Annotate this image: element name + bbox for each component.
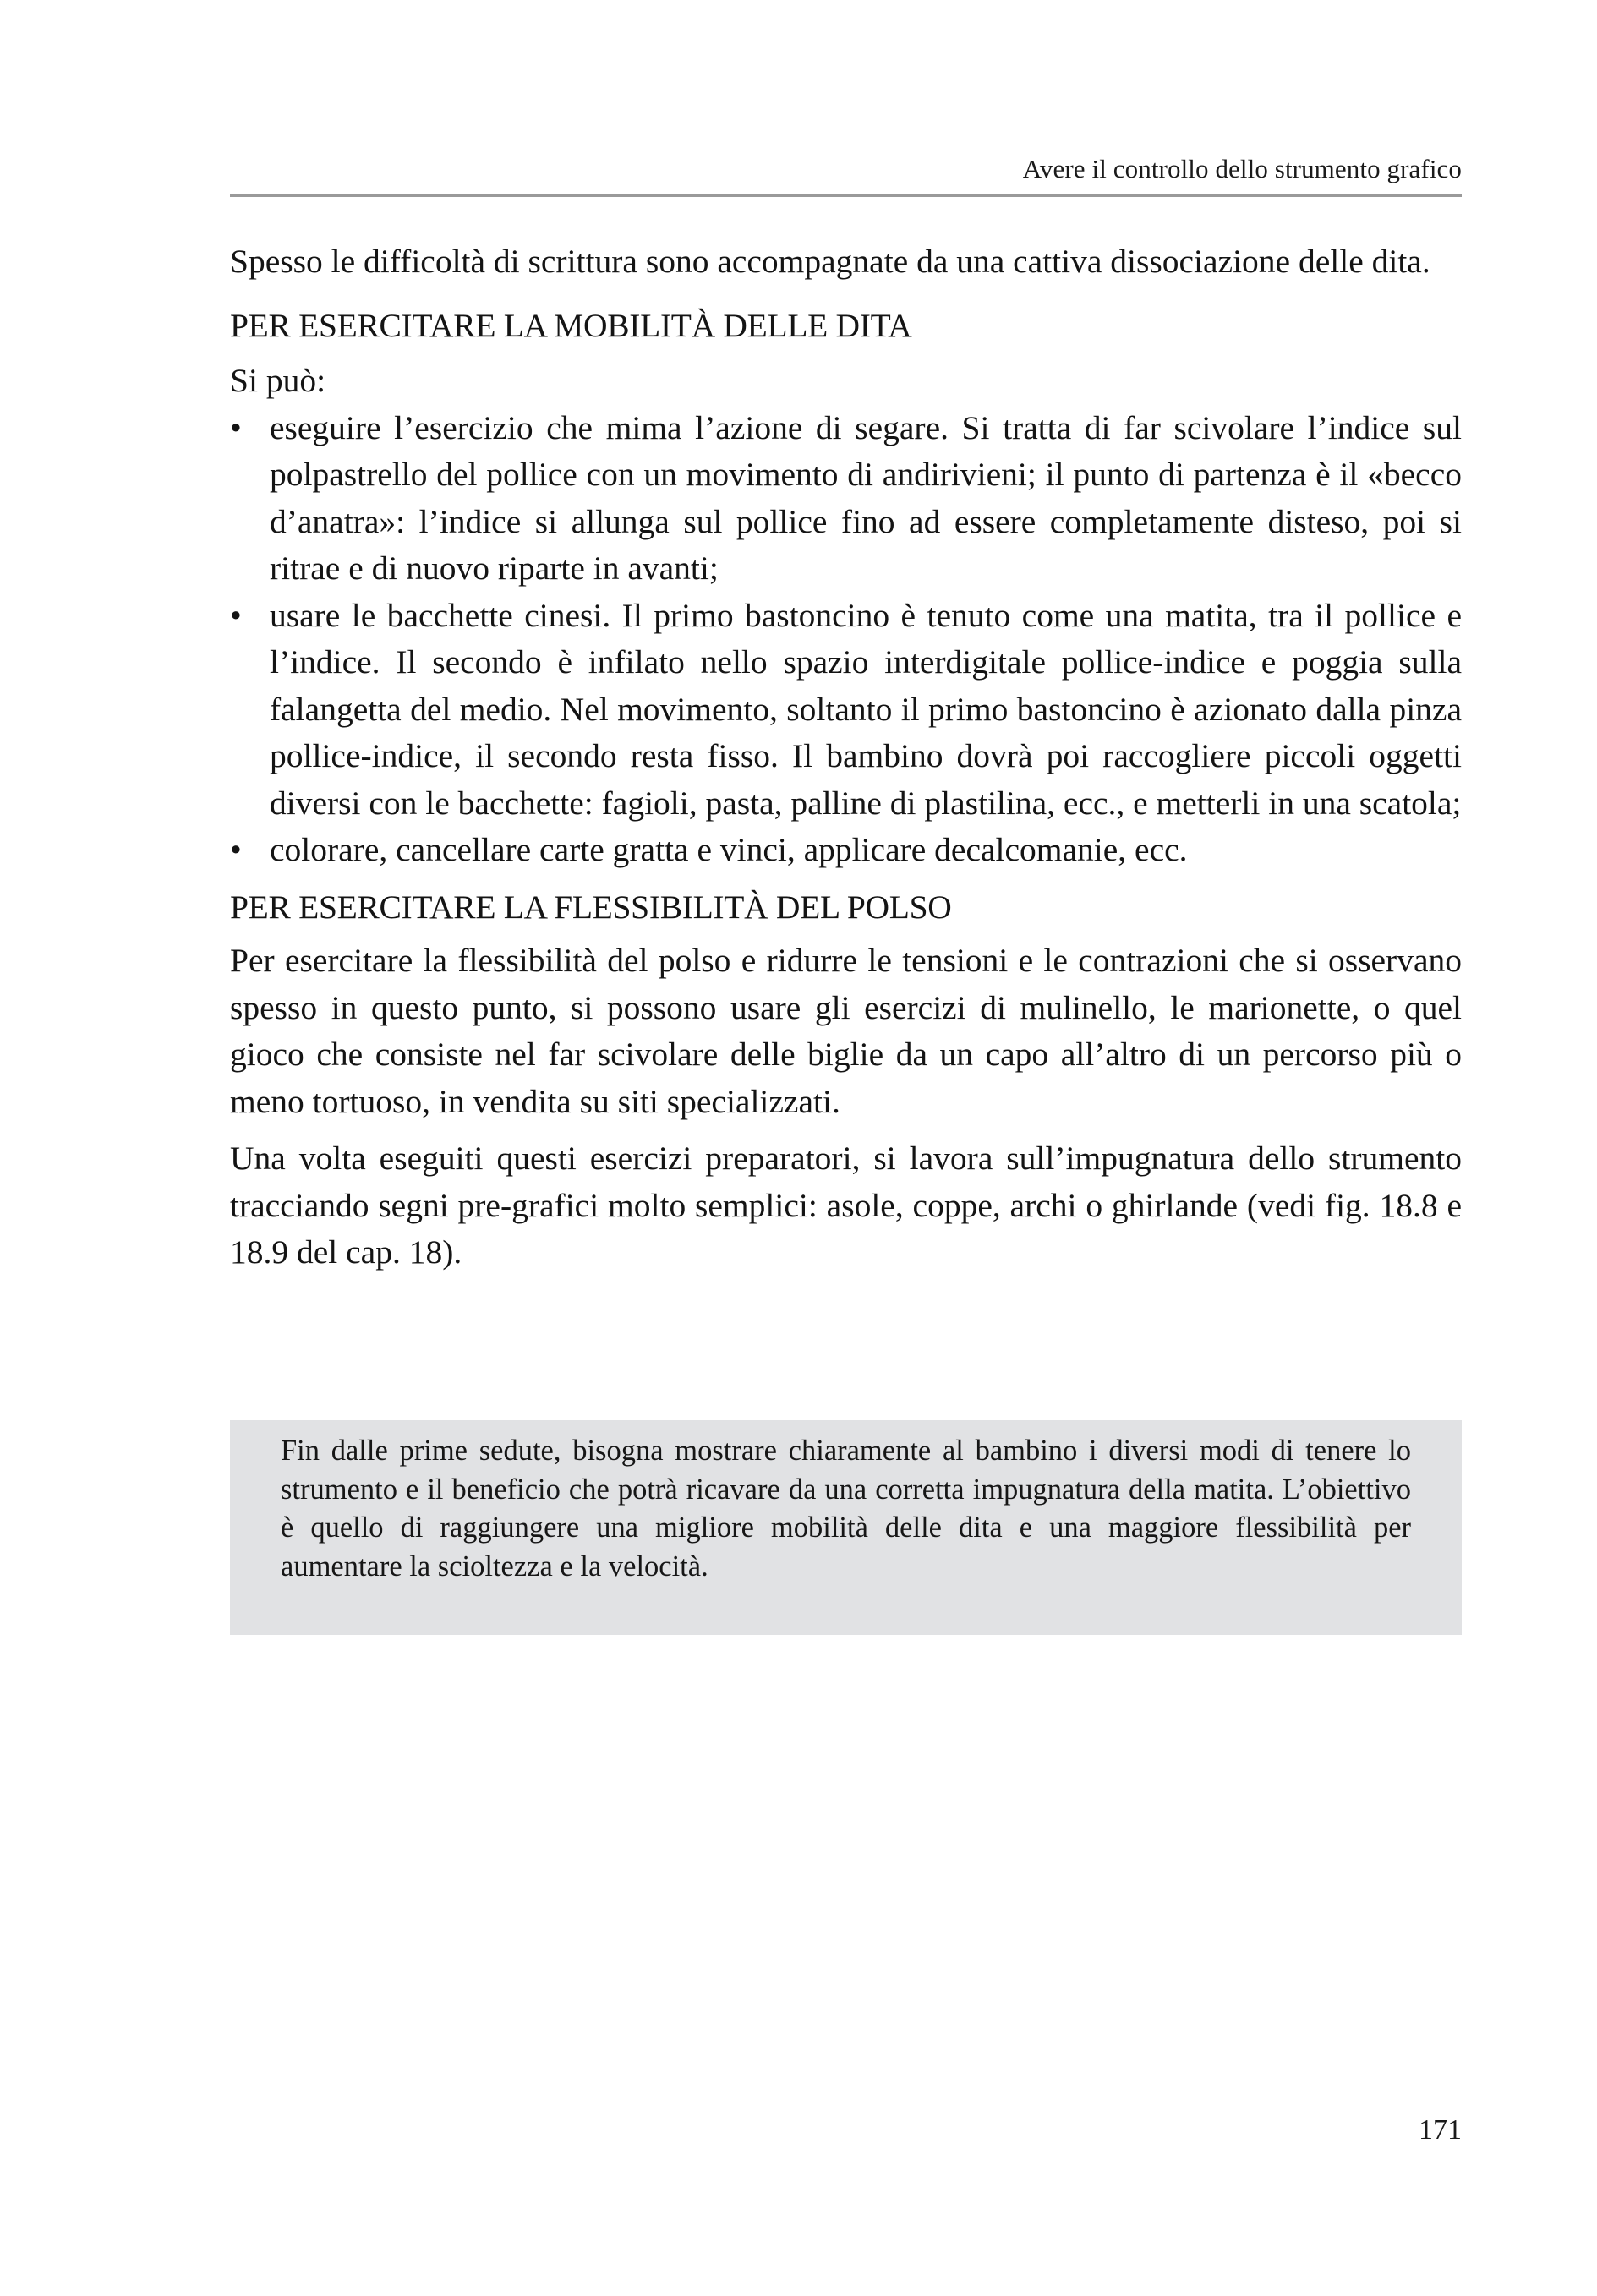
wrist-paragraph: Per esercitare la flessibilità del polso e ridurre le tensioni e le contrazioni che si osservano spesso in questo punto, si possono usare gli esercizi di mulinello, le marionette, o quel gioco che consiste nel far scivolare delle biglie da un capo all’altro di un percorso più o meno tortuoso, in vendita su siti specializzati. bbox=[230, 942, 1462, 1120]
list-item bbox=[230, 405, 1462, 593]
bullet-icon: • bbox=[230, 408, 242, 446]
section-lead: Si può: bbox=[230, 362, 326, 399]
section-heading-mobility: PER ESERCITARE LA MOBILITÀ DELLE DITA bbox=[230, 306, 912, 344]
list-item-text: usare le bacchette cinesi. Il primo bastoncino è tenuto come una matita, tra il pollice e l’indice. Il secondo è infilato nello spazio interdigitale pollice-indice e poggia sulla falangetta del medio. Nel movimento, soltanto il primo bastoncino è azionato dalla pinza pollice-indice, il secondo resta fisso. Il bambino dovrà poi raccogliere piccoli oggetti diversi con le bacchette: fagioli, pasta, palline di plastilina, ecc., e metterli in una scatola; bbox=[270, 596, 1462, 822]
intro-paragraph: Spesso le difficoltà di scrittura sono accompagnate da una cattiva dissociazione delle dita. bbox=[230, 243, 1430, 280]
followup-paragraph: Una volta eseguiti questi esercizi preparatori, si lavora sull’impugnatura dello strumento tracciando segni pre-grafici molto semplici: asole, coppe, archi o ghirlande (vedi fig. 18.8 e 18.9 del cap. 18). bbox=[230, 1140, 1462, 1271]
page-number: 171 bbox=[1419, 2114, 1462, 2146]
callout-box bbox=[230, 1420, 1462, 1635]
section-heading-wrist: PER ESERCITARE LA FLESSIBILITÀ DEL POLSO bbox=[230, 888, 952, 926]
body-text bbox=[230, 238, 1462, 1276]
callout-text: Fin dalle prime sedute, bisogna mostrare chiaramente al bambino i diversi modi di tenere lo strumento e il beneficio che potrà ricavare da una corretta impugnatura della matita. L’obiettivo è quello di raggiungere una migliore mobilità delle dita e una maggiore flessibilità per aumentare la scioltezza e la velocità. bbox=[281, 1435, 1411, 1583]
header-rule bbox=[230, 194, 1462, 197]
list-item bbox=[230, 827, 1462, 874]
bullet-icon: • bbox=[230, 596, 242, 634]
list-item bbox=[230, 593, 1462, 828]
bullet-icon: • bbox=[230, 831, 242, 868]
exercise-list bbox=[230, 405, 1462, 874]
list-item-text: colorare, cancellare carte gratta e vinci, applicare decalcomanie, ecc. bbox=[270, 831, 1188, 868]
list-item-text: eseguire l’esercizio che mima l’azione di segare. Si tratta di far scivolare l’indice sul polpastrello del pollice con un movimento di andirivieni; il punto di partenza è il «becco d’anatra»: l’indice si allunga sul pollice fino ad essere completamente disteso, poi si ritrae e di nuovo riparte in avanti; bbox=[270, 408, 1462, 587]
running-head: Avere il controllo dello strumento grafico bbox=[1022, 154, 1462, 183]
